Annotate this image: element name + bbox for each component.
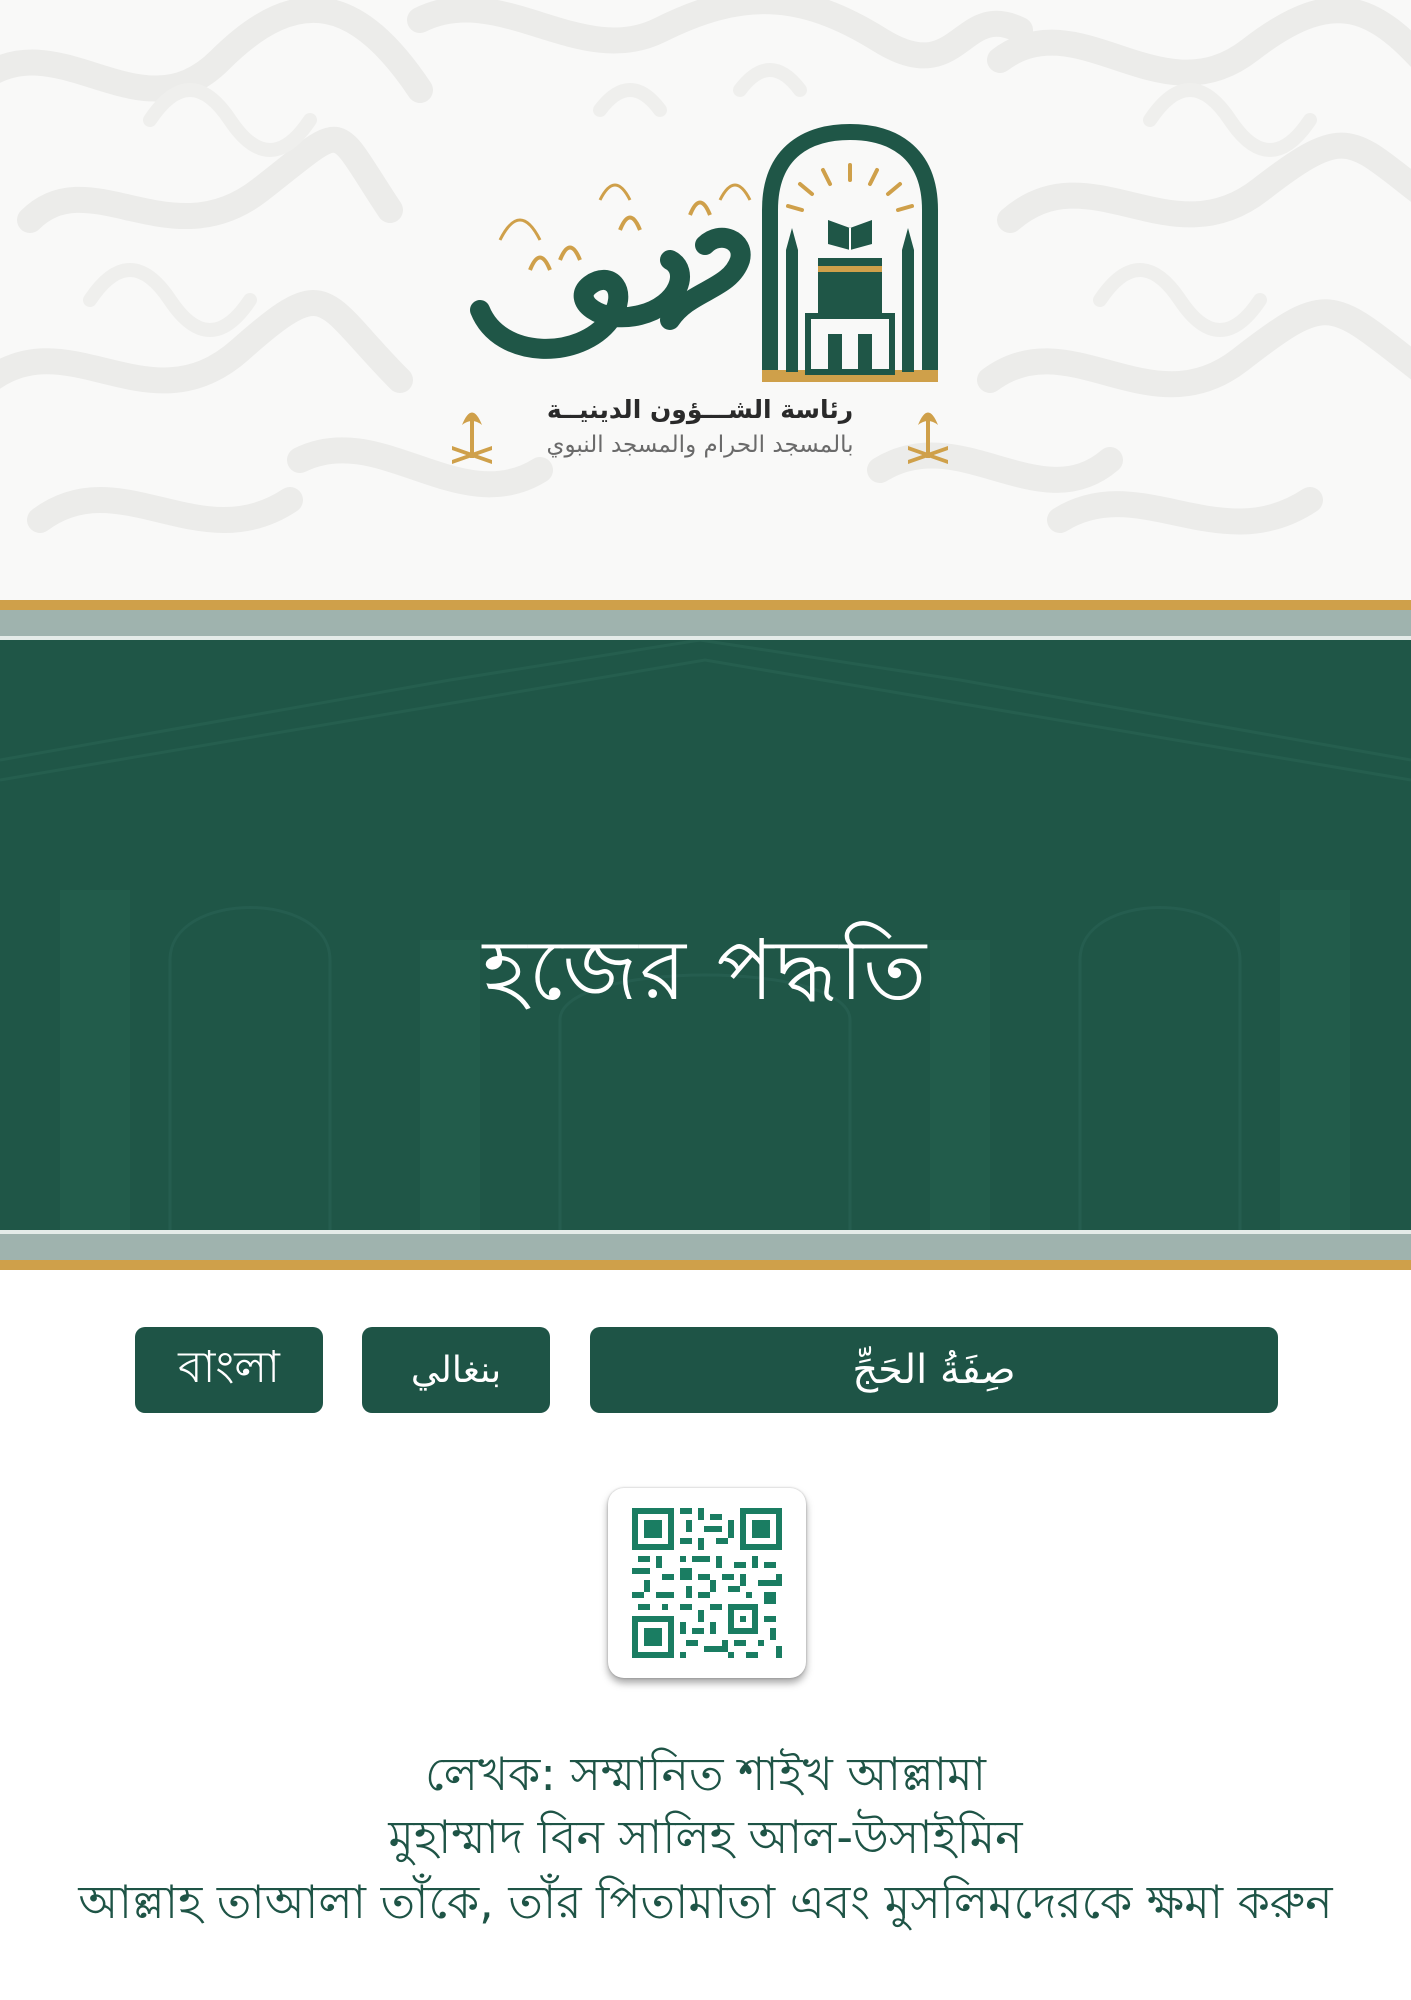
page-title: হজের পদ্ধতি (482, 921, 929, 1019)
author-line-3: আল্লাহ তাআলা তাঁকে, তাঁর পিতামাতা এবং মুসলিমদেরকে ক্ষমা করুন (78, 1875, 1333, 1929)
author-line-2: মুহাম্মাদ বিন সালিহ আল-উসাইমিন (388, 1810, 1023, 1864)
title-panel (0, 640, 1411, 1232)
logo (440, 120, 960, 480)
arabic-title-tag: صِفَةُ الحَجِّ (590, 1327, 1278, 1413)
title-band (0, 600, 1411, 1270)
qr-code-icon (630, 1508, 784, 1658)
org-name-line1: رئاسة الشـــؤون الدينيــة (546, 395, 854, 424)
language-tag-arabic: بنغالي (362, 1327, 550, 1413)
qr-code-card[interactable] (608, 1488, 806, 1678)
language-tag-bengali: বাংলা (135, 1327, 323, 1413)
haramain-logo-icon (440, 120, 960, 390)
palm-emblem-icons (440, 390, 960, 480)
header-area (0, 0, 1411, 600)
author-line-1: লেখক: সম্মানিত শাইখ আল্লামা (425, 1747, 986, 1801)
bottom-stripe (0, 1234, 1411, 1260)
org-name-line2: بالمسجد الحرام والمسجد النبوي (546, 432, 854, 458)
top-stripe (0, 610, 1411, 636)
